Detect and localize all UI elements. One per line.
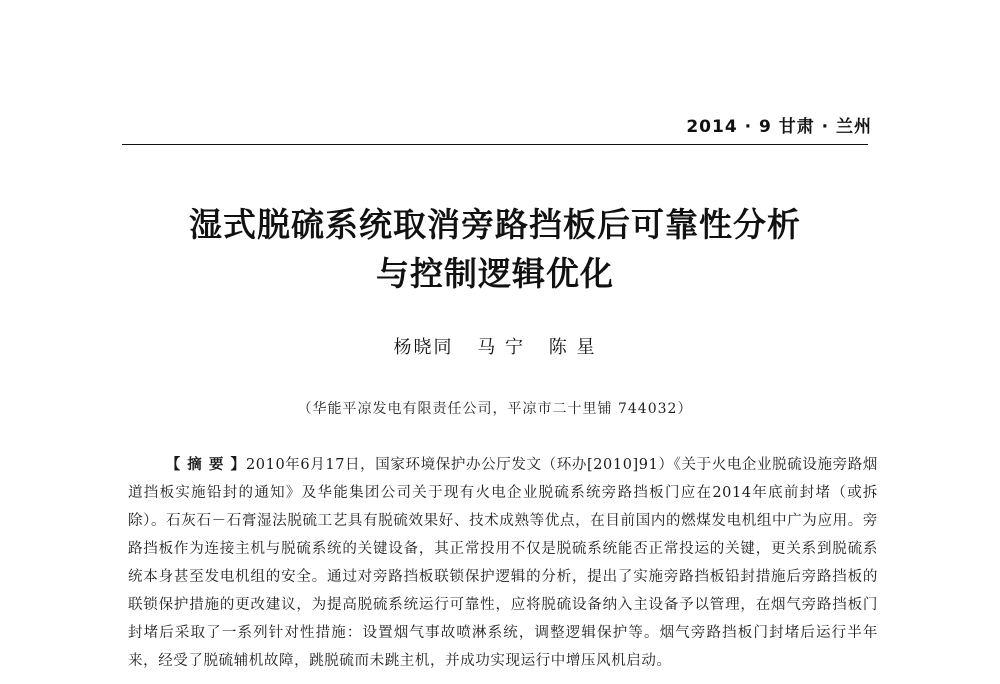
abstract-text: 2010年6月17日，国家环境保护办公厅发文（环办[2010]91）《关于火电企业脱硫设施旁路烟道挡板实施铅封的通知》及华能集团公司关于现有火电企业脱硫系统旁路挡板门应在2014年底前封堵（或拆除）。石灰石－石膏湿法脱硫工艺具有脱硫效果好、技术成熟等优点，在目前国内的燃煤发电机组中广为应用。旁路挡板作为连接主机与脱硫系统的关键设备，其正常投用不仅是脱硫系统能否正常投运的关键，更关系到脱硫系统本身甚至发电机组的安全。通过对旁路挡板联锁保护逻辑的分析，提出了实施旁路挡板铅封措施后旁路挡板的联锁保护措施的更改建议，为提高脱硫系统运行可靠性，应将脱硫设备纳入主设备予以管理，在烟气旁路挡板门封堵后采取了一系列针对性措施：设置烟气事故喷淋系统，调整逻辑保护等。烟气旁路挡板门封堵后运行半年来，经受了脱硫辅机故障，跳脱硫而未跳主机，并成功实现运行中增压风机启动。	[128, 457, 878, 669]
author-list	[122, 333, 868, 359]
issue-header: 2014 · 9 甘肃 · 兰州	[686, 117, 872, 137]
header-rule	[122, 144, 868, 145]
abstract	[128, 451, 878, 675]
paper-title	[122, 200, 868, 298]
paper-title-line-1: 湿式脱硫系统取消旁路挡板后可靠性分析	[189, 205, 801, 244]
author-2: 马 宁	[477, 337, 525, 358]
author-1: 杨晓同	[393, 337, 454, 358]
abstract-label: 【 摘 要 】	[165, 456, 246, 473]
author-3: 陈 星	[548, 337, 597, 358]
paper-title-line-2: 与控制逻辑优化	[376, 254, 614, 293]
affiliation: （华能平凉发电有限责任公司，平凉市二十里铺 744032）	[297, 401, 693, 417]
